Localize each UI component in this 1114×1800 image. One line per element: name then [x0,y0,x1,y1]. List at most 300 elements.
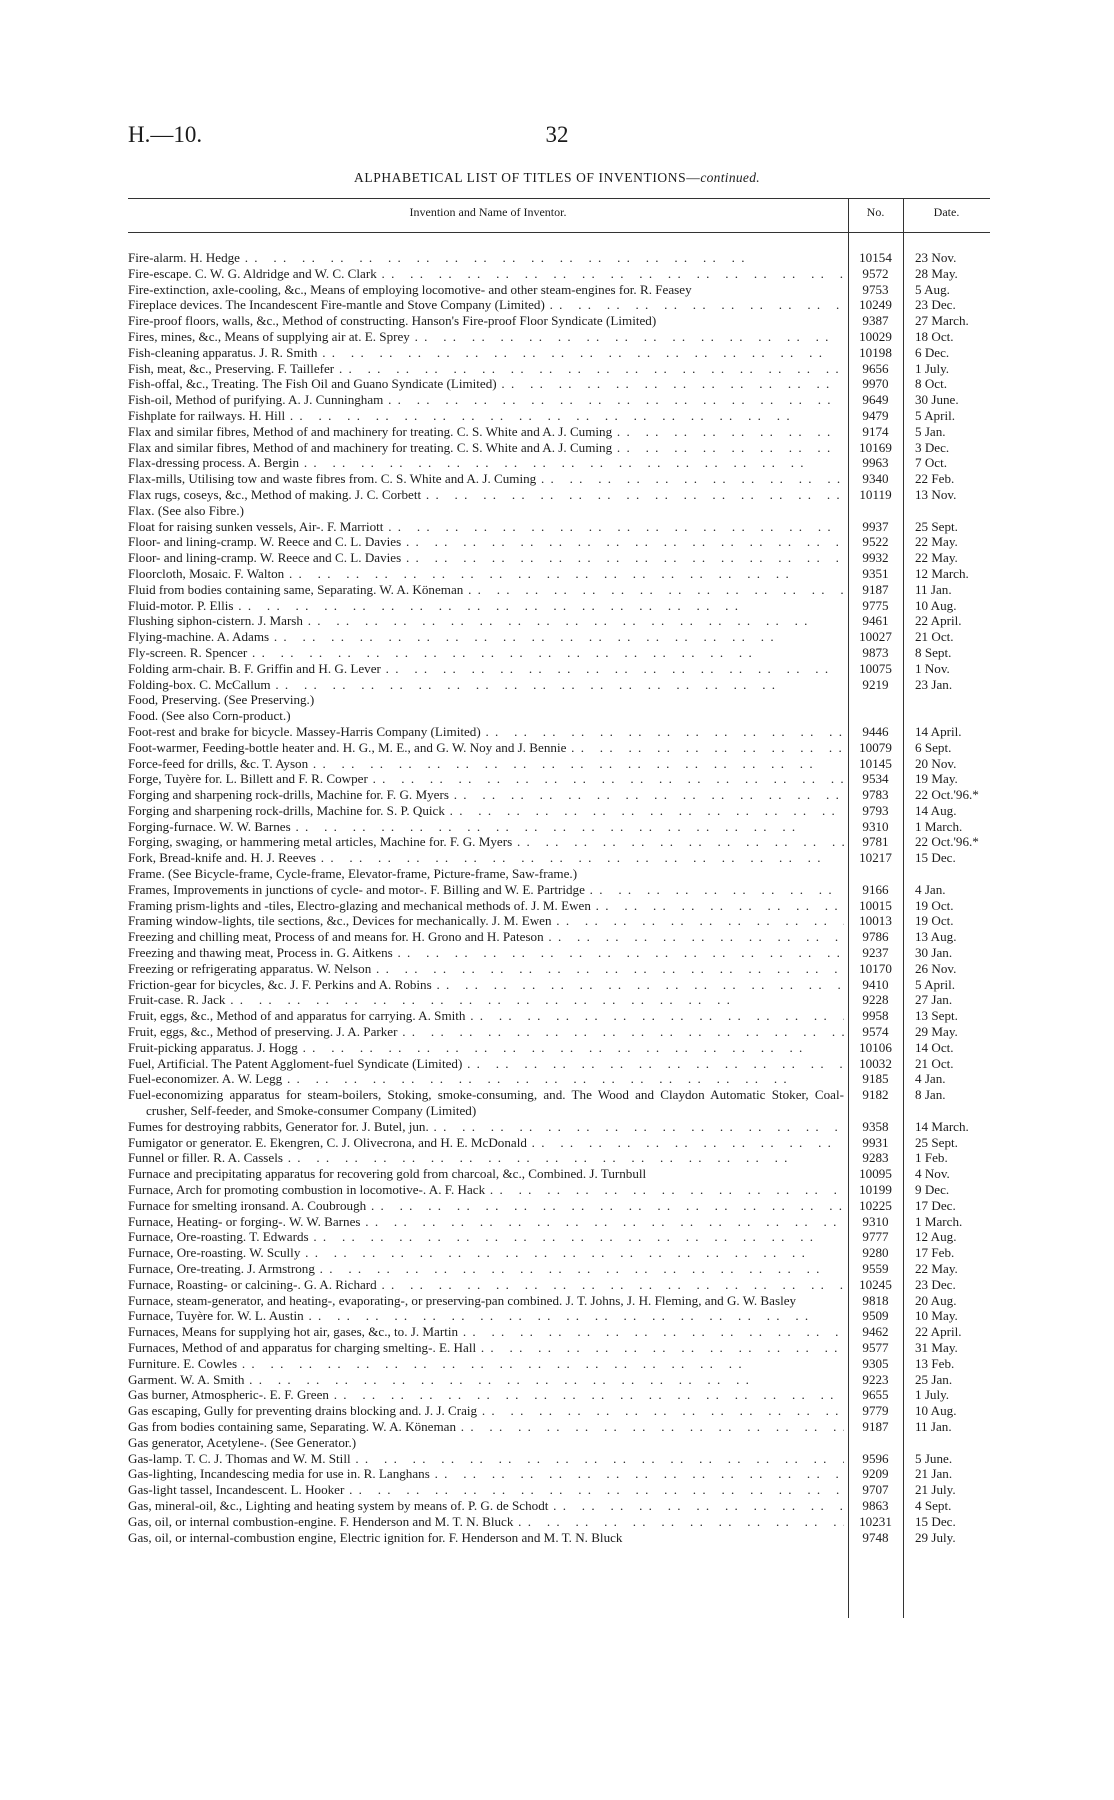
invention-cell [128,376,848,392]
invention-cell [128,803,848,819]
invention-title: Float for raising sunken vessels, Air-. F. Marriott . . [128,519,844,535]
invention-cell [128,661,848,677]
table-row [128,1198,990,1214]
patent-number: 9574 [862,1024,889,1040]
table-row [128,1451,990,1467]
patent-number: 9753 [862,281,889,297]
patent-number: 10154 [859,250,892,265]
patent-number: 9970 [862,376,889,392]
invention-title: Fish-offal, &c., Treating. The Fish Oil and Guano Syndicate (Limited) . . [128,376,844,392]
table-row [128,582,990,598]
invention-title: Fruit-picking apparatus. J. Hogg . . [128,1040,844,1056]
patent-number: 9777 [862,1229,889,1245]
inventions-list [128,250,990,1545]
table-row [128,519,990,535]
table-row [128,629,990,645]
invention-title: Fumigator or generator. E. Ekengren, C. J. Olivecrona, and H. E. McDonald . . [128,1135,844,1151]
invention-title: Flax-mills, Utilising tow and waste fibres from. C. S. White and A. J. Cuming . . [128,471,844,487]
invention-title: Floorcloth, Mosaic. F. Walton . . [128,566,844,582]
patent-date: 4 Sept. [915,1497,952,1513]
patent-number: 9793 [862,802,889,818]
page-number: 32 [545,122,569,147]
invention-title: Forging and sharpening rock-drills, Machine for. F. G. Myers . . [128,787,844,803]
table-row [128,613,990,629]
invention-cell [128,582,848,598]
patent-number: 9655 [862,1387,889,1403]
table-row [128,834,990,850]
table-row [128,1245,990,1261]
table-row [128,992,990,1008]
invention-cell [128,1135,848,1151]
table-row [128,1119,990,1135]
patent-number: 10245 [859,1276,892,1292]
patent-number: 9932 [862,550,889,566]
invention-cell [128,487,848,503]
patent-number: 9873 [862,644,889,660]
invention-cell [128,392,848,408]
invention-title: Flushing siphon-cistern. J. Marsh . . [128,613,844,629]
invention-cell [128,1498,848,1514]
patent-date: 20 Nov. [915,755,957,771]
patent-number: 10231 [859,1513,892,1529]
invention-title: Furnaces, Method of and apparatus for charging smelting-. E. Hall . . [128,1340,844,1356]
invention-cell [128,1261,848,1277]
invention-title: Fish, meat, &c., Preserving. F. Taillefer . . [128,361,844,377]
invention-cell [128,1419,848,1435]
table-row [128,487,990,503]
patent-date: 18 Oct. [915,328,954,344]
patent-date: 12 March. [915,565,969,581]
header-no: No. [866,205,885,219]
invention-title: Fruit, eggs, &c., Method of preserving. J. A. Parker . . [128,1024,844,1040]
patent-number: 9358 [862,1118,889,1134]
patent-number: 10095 [859,1166,892,1182]
patent-number: 9340 [862,471,889,487]
patent-date: 10 Aug. [915,597,957,613]
patent-number: 9351 [862,565,889,581]
invention-title: Furniture. E. Cowles . . [128,1356,844,1372]
invention-title: Frame. (See Bicycle-frame, Cycle-frame, Elevator-frame, Picture-frame, Saw-frame.) [128,866,578,882]
patent-date: 6 Sept. [915,739,952,755]
patent-date: 1 July. [915,1387,950,1403]
patent-date: 22 May. [915,534,958,550]
invention-cell [128,471,848,487]
invention-title: Gas escaping, Gully for preventing drains blocking and. J. J. Craig . . [128,1403,844,1419]
patent-date: 27 March. [915,313,969,329]
patent-number: 9937 [862,518,889,534]
invention-title: Framing window-lights, tile sections, &c., Devices for mechanically. J. M. Ewen . . [128,913,844,929]
patent-date: 19 Oct. [915,897,954,913]
patent-date: 30 Jan. [915,945,953,961]
patent-number: 9410 [862,976,889,992]
invention-title: Furnace, Tuyère for. W. L. Austin . . [128,1308,844,1324]
table-row [128,1387,990,1403]
patent-date: 1 March. [915,1213,963,1229]
invention-cell [128,455,848,471]
invention-title: Freezing and chilling meat, Process of and means for. H. Grono and H. Pateson . . [128,929,844,945]
patent-date: 14 Aug. [915,802,957,818]
patent-number: 10249 [859,297,892,313]
invention-title: Forging and sharpening rock-drills, Machine for. S. P. Quick . . [128,803,844,819]
patent-date: 4 Jan. [915,1071,946,1087]
invention-cell [128,1435,848,1451]
table-row [128,661,990,677]
patent-number: 10079 [859,739,892,755]
table-row [128,440,990,456]
invention-cell [128,440,848,456]
invention-title: Folding-box. C. McCallum . . [128,677,844,693]
table-row [128,1482,990,1498]
invention-title: Fuel, Artificial. The Patent Aggloment-fuel Syndicate (Limited) . . [128,1056,844,1072]
patent-date: 9 Dec. [915,1182,950,1198]
patent-number: 9228 [862,992,889,1008]
table-row [128,1466,990,1482]
table-row [128,1277,990,1293]
patent-number: 9310 [862,1213,889,1229]
table-row [128,503,990,519]
patent-date: 21 July. [915,1482,956,1498]
table-row [128,1166,990,1182]
patent-date: 12 Aug. [915,1229,957,1245]
table-row [128,771,990,787]
invention-title: Fire-extinction, axle-cooling, &c., Means of employing locomotive- and other steam-engines for. R. Feasey [128,281,692,297]
invention-cell [128,692,848,708]
invention-title: Flax. (See also Fibre.) [128,502,245,518]
table-row [128,329,990,345]
invention-title: Fish-oil, Method of purifying. A. J. Cunningham . . [128,392,844,408]
patent-date: 23 Dec. [915,297,956,313]
patent-date: 22 May. [915,1261,958,1276]
patent-date: 4 Jan. [915,881,946,897]
invention-cell [128,408,848,424]
table-row [128,313,990,329]
invention-cell [128,1087,848,1119]
invention-title: Forge, Tuyère for. L. Billett and F. R. Cowper . . [128,771,844,787]
patent-number: 9280 [862,1245,889,1261]
table-row [128,677,990,693]
invention-cell [128,1008,848,1024]
invention-cell [128,1150,848,1166]
invention-cell [128,1229,848,1245]
patent-date: 8 Jan. [915,1087,946,1103]
table-row [128,1229,990,1245]
invention-title: Furnace, Ore-roasting. W. Scully . . [128,1245,844,1261]
patent-number: 10198 [859,344,892,360]
invention-cell [128,1198,848,1214]
patent-number: 9656 [862,360,889,376]
table-row [128,1056,990,1072]
table-row [128,740,990,756]
invention-cell [128,1056,848,1072]
table-row [128,455,990,471]
table-row [128,408,990,424]
invention-cell [128,1071,848,1087]
patent-number: 9958 [862,1008,889,1024]
invention-cell [128,866,848,882]
invention-title: Fumes for destroying rabbits, Generator for. J. Butel, jun. . . [128,1119,844,1135]
invention-title: Framing prism-lights and -tiles, Electro-glazing and mechanical methods of. J. M. Ewen . . [128,898,844,914]
patent-number: 9931 [862,1134,889,1150]
patent-number: 10027 [859,629,892,645]
patent-number: 9863 [862,1497,889,1513]
invention-cell [128,361,848,377]
patent-date: 21 Oct. [915,1055,954,1071]
invention-title: Gas-lamp. T. C. J. Thomas and W. M. Still . . [128,1451,844,1467]
invention-cell [128,250,848,266]
table-row [128,1214,990,1230]
table-row [128,1419,990,1435]
invention-cell [128,266,848,282]
invention-cell [128,1214,848,1230]
patent-date: 5 June. [915,1450,953,1466]
table-row [128,266,990,282]
invention-title: Fly-screen. R. Spencer . . [128,645,844,661]
table-row [128,803,990,819]
patent-number: 9818 [862,1292,889,1308]
patent-number: 9522 [862,534,889,550]
invention-cell [128,1451,848,1467]
invention-cell [128,834,848,850]
invention-cell [128,1466,848,1482]
patent-date: 22 April. [915,613,962,629]
patent-date: 28 May. [915,265,958,281]
table-row [128,1293,990,1309]
table-row [128,945,990,961]
table-row [128,1498,990,1514]
invention-title: Freezing and thawing meat, Process in. G. Aitkens . . [128,945,844,961]
invention-title: Gas burner, Atmospheric-. E. F. Green . . [128,1387,844,1403]
invention-cell [128,534,848,550]
patent-number: 9185 [862,1071,889,1087]
patent-number: 10013 [859,913,892,929]
invention-cell [128,1182,848,1198]
patent-number: 10145 [859,755,892,771]
table-row [128,1514,990,1530]
invention-title: Frames, Improvements in junctions of cycle- and motor-. F. Billing and W. E. Partridge . . [128,882,844,898]
invention-cell [128,1166,848,1182]
invention-cell [128,1372,848,1388]
invention-title: Gas, oil, or internal combustion-engine. F. Henderson and M. T. N. Bluck . . [128,1514,844,1530]
invention-cell [128,708,848,724]
patent-number: 9187 [862,581,889,597]
invention-cell [128,424,848,440]
patent-date: 8 Sept. [915,644,952,660]
patent-date: 14 Oct. [915,1039,954,1055]
invention-cell [128,1514,848,1530]
invention-cell [128,297,848,313]
invention-cell [128,945,848,961]
invention-cell [128,503,848,519]
invention-cell [128,898,848,914]
invention-title: Food. (See also Corn-product.) [128,708,291,724]
patent-number: 9783 [862,787,889,803]
invention-title: Gas generator, Acetylene-. (See Generator.) [128,1434,357,1450]
patent-number: 9479 [862,407,889,423]
patent-date: 8 Oct. [915,376,947,392]
table-row [128,1324,990,1340]
invention-title: Gas, oil, or internal-combustion engine, Electric ignition for. F. Henderson and M. T. N. Bluck [128,1529,623,1545]
patent-number: 10075 [859,660,892,676]
patent-date: 11 Jan. [915,1418,952,1434]
invention-cell [128,913,848,929]
invention-title: Furnace, Ore-treating. J. Armstrong . . [128,1261,844,1277]
patent-number: 9707 [862,1482,889,1498]
patent-date: 25 Sept. [915,1134,958,1150]
patent-date: 5 April. [915,976,956,992]
invention-cell [128,677,848,693]
invention-title: Floor- and lining-cramp. W. Reece and C. L. Davies . . [128,550,844,566]
patent-number: 9534 [862,771,889,787]
table-row [128,345,990,361]
table-row [128,1308,990,1324]
table-row [128,724,990,740]
table-row [128,1435,990,1451]
patent-date: 13 Aug. [915,929,957,945]
invention-title: Forging-furnace. W. W. Barnes . . [128,819,844,835]
patent-number: 9775 [862,597,889,613]
table-row [128,866,990,882]
patent-number: 10106 [859,1039,892,1055]
patent-date: 10 Aug. [915,1403,957,1419]
patent-date: 22 Feb. [915,471,955,487]
header-date: Date. [933,205,960,219]
patent-number: 10169 [859,439,892,455]
invention-title: Freezing or refrigerating apparatus. W. Nelson . . [128,961,844,977]
patent-number: 9305 [862,1355,889,1371]
invention-cell [128,850,848,866]
invention-cell [128,1293,848,1309]
table-row [128,913,990,929]
invention-cell [128,282,848,298]
table-row [128,392,990,408]
patent-date: 15 Dec. [915,850,956,866]
patent-number: 10225 [859,1197,892,1213]
invention-title: Fires, mines, &c., Means of supplying air at. E. Sprey . . [128,329,844,345]
invention-cell [128,1356,848,1372]
table-row [128,1087,990,1119]
invention-cell [128,1403,848,1419]
patent-number: 10217 [859,850,892,866]
table-row [128,1356,990,1372]
patent-number: 9596 [862,1450,889,1466]
invention-cell [128,598,848,614]
table-row [128,1261,990,1277]
patent-date: 6 Dec. [915,344,950,360]
patent-number: 10170 [859,960,892,976]
table-row [128,598,990,614]
invention-cell [128,1040,848,1056]
patent-date: 23 Jan. [915,676,953,692]
invention-cell [128,787,848,803]
table-row [128,1135,990,1151]
patent-date: 15 Dec. [915,1513,956,1529]
patent-date: 1 Nov. [915,660,950,676]
invention-title: Furnace, Arch for promoting combustion in locomotive-. A. F. Hack . . [128,1182,844,1198]
invention-cell [128,740,848,756]
page-id: H.—10. [128,122,203,147]
patent-number: 9963 [862,455,889,471]
table-row [128,424,990,440]
invention-cell [128,961,848,977]
list-title-main: ALPHABETICAL LIST OF TITLES OF INVENTIONS— [354,170,701,185]
list-title [0,170,1114,186]
patent-date: 13 Feb. [915,1355,955,1371]
table-row [128,961,990,977]
table-row [128,692,990,708]
patent-number: 9174 [862,423,889,439]
patent-number: 9462 [862,1324,889,1340]
patent-date: 13 Sept. [915,1008,958,1024]
table-row [128,1071,990,1087]
patent-date: 21 Jan. [915,1466,953,1482]
patent-date: 23 Dec. [915,1276,956,1292]
patent-number: 9572 [862,265,889,281]
table-row [128,1040,990,1056]
header-bottom-rule [128,232,990,233]
invention-cell [128,550,848,566]
invention-title: Gas, mineral-oil, &c., Lighting and heating system by means of. P. G. de Schodt . . [128,1498,844,1514]
patent-date: 5 Jan. [915,423,946,439]
invention-title: Fish-cleaning apparatus. J. R. Smith . . [128,345,844,361]
patent-date: 29 May. [915,1024,958,1040]
patent-date: 17 Feb. [915,1245,955,1261]
invention-title: Flying-machine. A. Adams . . [128,629,844,645]
table-row [128,1340,990,1356]
patent-date: 14 March. [915,1118,969,1134]
table-row [128,645,990,661]
invention-title: Fuel-economizer. A. W. Legg . . [128,1071,844,1087]
invention-title: Friction-gear for bicycles, &c. J. F. Perkins and A. Robins . . [128,977,844,993]
table-row [128,1403,990,1419]
invention-cell [128,1324,848,1340]
patent-number: 9559 [862,1261,889,1276]
patent-date: 5 April. [915,407,956,423]
invention-title: Fireplace devices. The Incandescent Fire-mantle and Stove Company (Limited) . . [128,297,844,313]
patent-date: 3 Dec. [915,439,950,455]
invention-title: Flax-dressing process. A. Bergin . . [128,455,844,471]
invention-title: Funnel or filler. R. A. Cassels . . [128,1150,844,1166]
patent-number: 9577 [862,1339,889,1355]
invention-title: Foot-rest and brake for bicycle. Massey-Harris Company (Limited) . . [128,724,844,740]
invention-title: Fruit-case. R. Jack . . [128,992,844,1008]
table-row [128,361,990,377]
patent-date: 22 April. [915,1324,962,1340]
patent-number: 9387 [862,313,889,329]
patent-date: 22 May. [915,550,958,566]
invention-title: Furnace, Ore-roasting. T. Edwards . . [128,1229,844,1245]
patent-date: 1 July. [915,360,950,376]
patent-number: 9283 [862,1150,889,1166]
invention-cell [128,1024,848,1040]
invention-cell [128,1530,848,1546]
table-row [128,977,990,993]
patent-date: 1 Feb. [915,1150,948,1166]
table-row [128,756,990,772]
table-row [128,708,990,724]
invention-title: Garment. W. A. Smith . . [128,1372,844,1388]
table-row [128,566,990,582]
patent-number: 9509 [862,1308,889,1324]
table-row [128,898,990,914]
invention-title: Fluid-motor. P. Ellis . . [128,598,844,614]
invention-title: Fuel-economizing apparatus for steam-boilers, Stoking, smoke-consuming, and. The Wood and Claydon Automatic Stoker, Coal-crusher, Self-feeder, and Smoke-consumer Company (Limited) [128,1087,844,1119]
invention-cell [128,1245,848,1261]
invention-title: Furnaces, Means for supplying hot air, gases, &c., to. J. Martin . . [128,1324,844,1340]
table-row [128,1372,990,1388]
patent-date: 20 Aug. [915,1292,957,1308]
table-row [128,850,990,866]
invention-cell [128,977,848,993]
